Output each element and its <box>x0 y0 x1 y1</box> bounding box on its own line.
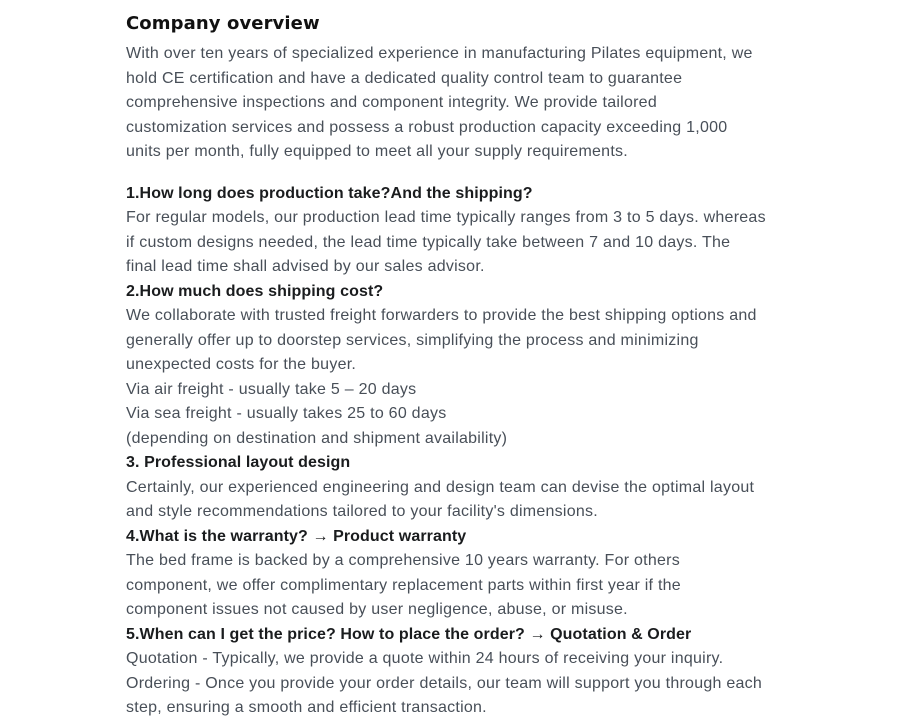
intro-line: customization services and possess a robust production capacity exceeding 1,000 <box>126 118 728 136</box>
answer-line: We collaborate with trusted freight forwarders to provide the best shipping options and <box>126 307 757 324</box>
answer-line: The bed frame is backed by a comprehensive 10 years warranty. For others <box>126 552 680 569</box>
faq-question-layout-design: 3. Professional layout design <box>126 454 351 471</box>
page-title: Company overview <box>126 13 320 34</box>
answer-line: generally offer up to doorstep services, simplifying the process and minimizing <box>126 331 699 349</box>
intro-line: units per month, fully equipped to meet all your supply requirements. <box>126 143 628 160</box>
faq-question-price-order: 5.When can I get the price? How to place the order? → Quotation & Order <box>126 625 692 643</box>
answer-line: final lead time shall advised by our sales advisor. <box>126 258 485 275</box>
intro-line: comprehensive inspections and component integrity. We provide tailored <box>126 94 657 111</box>
faq-question-production: 1.How long does production take?And the shipping? <box>126 184 533 202</box>
answer-line: and style recommendations tailored to your facility's dimensions. <box>126 503 598 520</box>
answer-line: For regular models, our production lead time typically ranges from 3 to 5 days. whereas <box>126 209 766 226</box>
answer-line: unexpected costs for the buyer. <box>126 356 357 373</box>
intro-line: hold CE certification and have a dedicated quality control team to guarantee <box>126 69 683 87</box>
answer-line: if custom designs needed, the lead time typically take between 7 and 10 days. The <box>126 233 731 251</box>
answer-line: component, we offer complimentary replacement parts within first year if the <box>126 576 681 594</box>
faq-question-warranty: 4.What is the warranty? → Product warranty <box>126 527 467 545</box>
answer-line-sea-freight: Via sea freight - usually takes 25 to 60 days <box>126 405 447 422</box>
answer-line-ordering: step, ensuring a smooth and efficient transaction. <box>126 699 487 716</box>
intro-line: With over ten years of specialized experience in manufacturing Pilates equipment, we <box>126 45 753 62</box>
answer-line-air-freight: Via air freight - usually take 5 – 20 days <box>126 380 417 398</box>
answer-line-availability-note: (depending on destination and shipment availability) <box>126 429 508 447</box>
answer-line: Certainly, our experienced engineering and design team can devise the optimal layout <box>126 478 755 496</box>
answer-line-quotation: Quotation - Typically, we provide a quote within 24 hours of receiving your inquiry. <box>126 650 724 667</box>
faq-question-shipping-cost: 2.How much does shipping cost? <box>126 282 384 300</box>
answer-line: component issues not caused by user negligence, abuse, or misuse. <box>126 601 628 618</box>
answer-line-ordering: Ordering - Once you provide your order details, our team will support you through each <box>126 674 763 692</box>
